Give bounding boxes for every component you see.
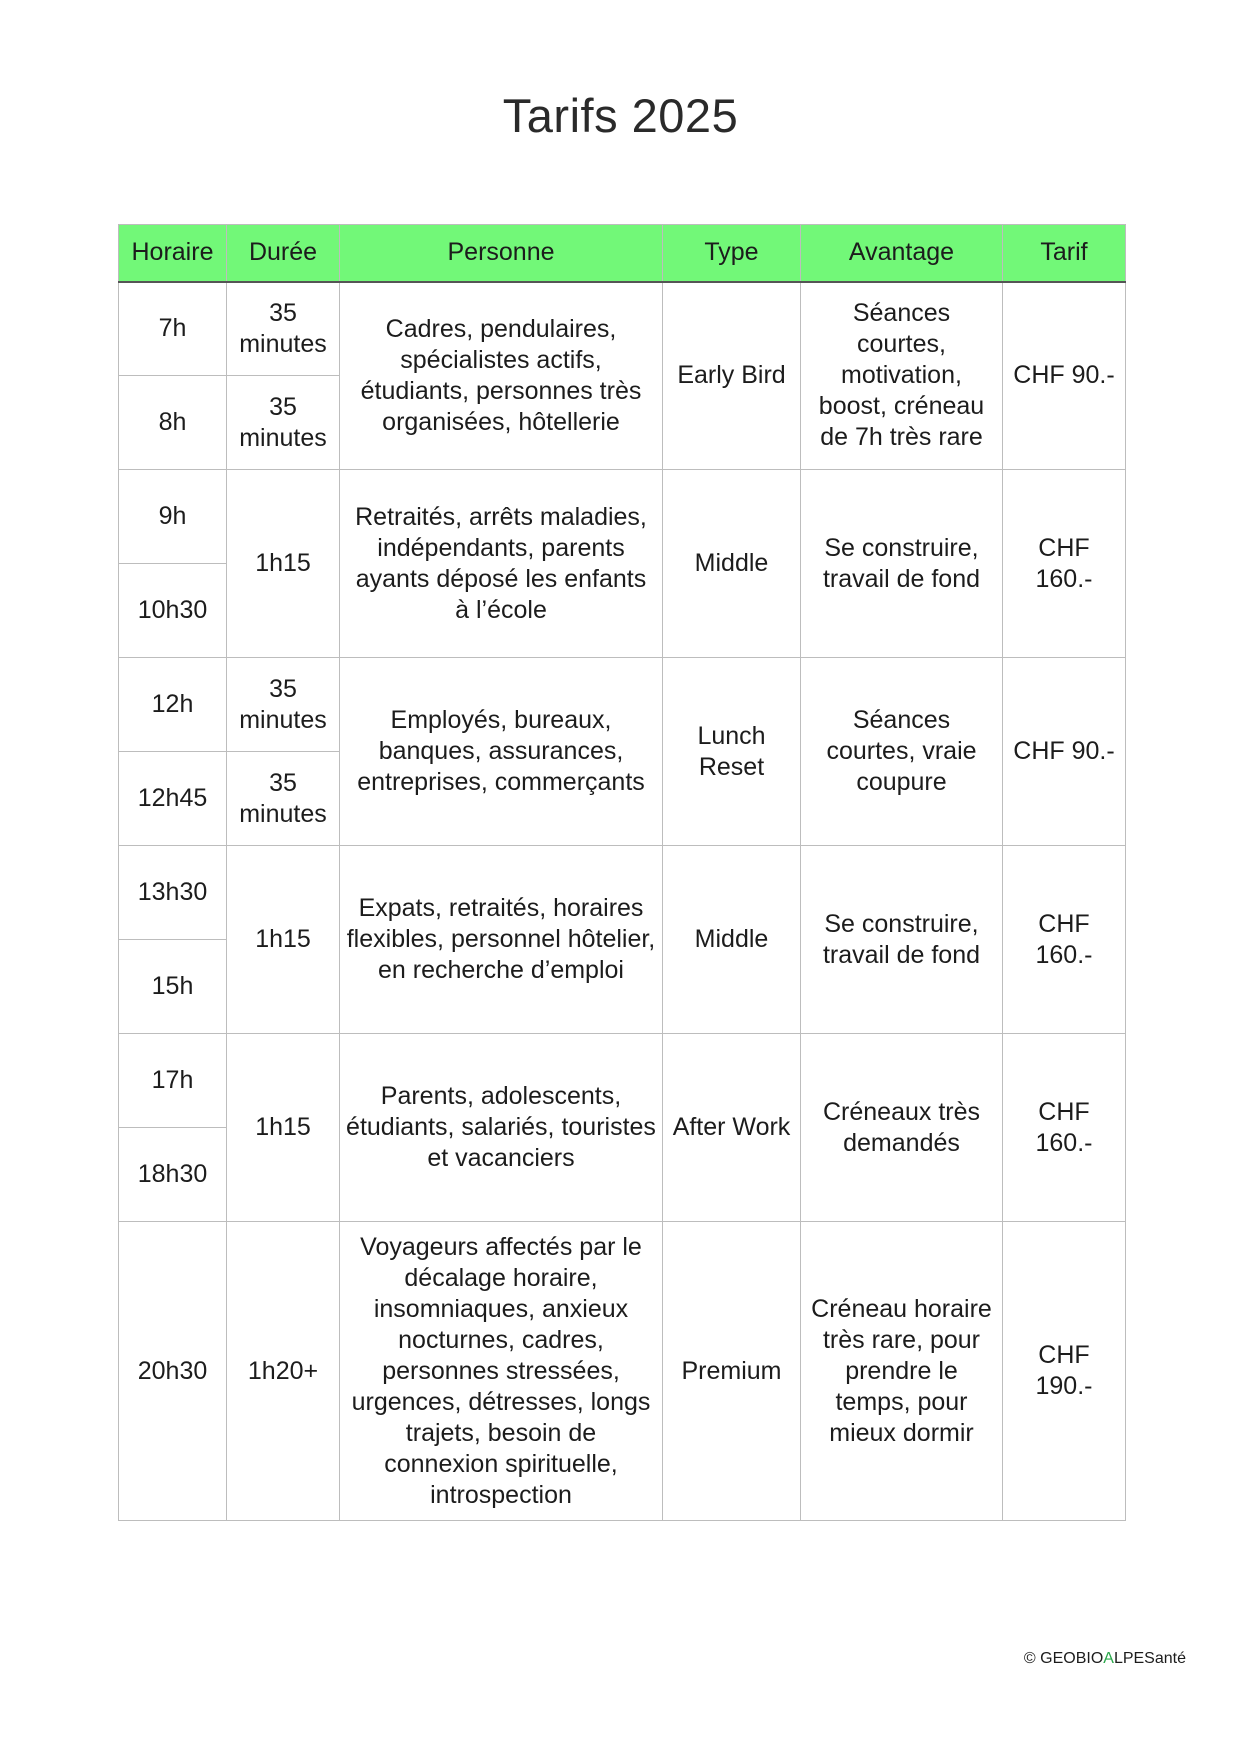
page-title: Tarifs 2025 — [502, 89, 739, 142]
horaire-cell: 9h — [119, 470, 227, 564]
avantage-cell: Se construire, travail de fond — [801, 470, 1003, 658]
avantage-cell: Se construire, travail de fond — [801, 846, 1003, 1034]
personne-cell: Employés, bureaux, banques, assurances, entreprises, commerçants — [340, 658, 663, 846]
type-cell: Lunch Reset — [663, 658, 801, 846]
personne-cell: Retraités, arrêts maladies, indépendants, parents ayants déposé les enfants à l’école — [340, 470, 663, 658]
avantage-cell: Créneaux très demandés — [801, 1034, 1003, 1222]
type-cell: Middle — [663, 470, 801, 658]
table-row — [119, 1034, 1126, 1128]
footer-suffix: LPESanté — [1113, 1650, 1186, 1667]
horaire-cell: 12h — [119, 658, 227, 752]
table-header-row — [119, 225, 1126, 282]
table-row — [119, 282, 1126, 376]
avantage-cell: Séances courtes, vraie coupure — [801, 658, 1003, 846]
footer-accent: A — [1103, 1650, 1114, 1667]
personne-cell: Expats, retraités, horaires flexibles, personnel hôtelier, en recherche d’emploi — [340, 846, 663, 1034]
tarif-cell: CHF 190.- — [1003, 1222, 1126, 1521]
horaire-cell: 7h — [119, 282, 227, 376]
duree-cell: 35 minutes — [227, 752, 340, 846]
table-row — [119, 846, 1126, 940]
table-row — [119, 470, 1126, 564]
horaire-cell: 17h — [119, 1034, 227, 1128]
header-avantage: Avantage — [801, 225, 1003, 282]
header-duree: Durée — [227, 225, 340, 282]
tarif-cell: CHF 90.- — [1003, 282, 1126, 470]
horaire-cell: 18h30 — [119, 1128, 227, 1222]
header-tarif: Tarif — [1003, 225, 1126, 282]
duree-cell: 1h15 — [227, 1034, 340, 1222]
tariffs-table — [118, 224, 1126, 1521]
horaire-cell: 8h — [119, 376, 227, 470]
horaire-cell: 10h30 — [119, 564, 227, 658]
type-cell: Early Bird — [663, 282, 801, 470]
header-type: Type — [663, 225, 801, 282]
header-personne: Personne — [340, 225, 663, 282]
type-cell: Premium — [663, 1222, 801, 1521]
personne-cell: Cadres, pendulaires, spécialistes actifs, étudiants, personnes très organisées, hôtellerie — [340, 282, 663, 470]
table-row — [119, 658, 1126, 752]
type-cell: Middle — [663, 846, 801, 1034]
duree-cell: 1h20+ — [227, 1222, 340, 1521]
tarif-cell: CHF 160.- — [1003, 1034, 1126, 1222]
tarif-cell: CHF 160.- — [1003, 846, 1126, 1034]
duree-cell: 1h15 — [227, 470, 340, 658]
avantage-cell: Créneau horaire très rare, pour prendre le temps, pour mieux dormir — [801, 1222, 1003, 1521]
footer-prefix: © GEOBIO — [1023, 1650, 1104, 1667]
header-horaire: Horaire — [119, 225, 227, 282]
tarif-cell: CHF 160.- — [1003, 470, 1126, 658]
horaire-cell: 13h30 — [119, 846, 227, 940]
duree-cell: 1h15 — [227, 846, 340, 1034]
horaire-cell: 15h — [119, 940, 227, 1034]
personne-cell: Voyageurs affectés par le décalage horaire, insomniaques, anxieux nocturnes, cadres, personnes stressées, urgences, détresses, longs trajets, besoin de connexion spirituelle, introspection — [340, 1222, 663, 1521]
horaire-cell: 12h45 — [119, 752, 227, 846]
duree-cell: 35 minutes — [227, 376, 340, 470]
duree-cell: 35 minutes — [227, 282, 340, 376]
tarif-cell: CHF 90.- — [1003, 658, 1126, 846]
avantage-cell: Séances courtes, motivation, boost, créneau de 7h très rare — [801, 282, 1003, 470]
type-cell: After Work — [663, 1034, 801, 1222]
table-row — [119, 1222, 1126, 1521]
horaire-cell: 20h30 — [119, 1222, 227, 1521]
copyright-footer — [1024, 1650, 1186, 1668]
personne-cell: Parents, adolescents, étudiants, salariés, touristes et vacanciers — [340, 1034, 663, 1222]
duree-cell: 35 minutes — [227, 658, 340, 752]
